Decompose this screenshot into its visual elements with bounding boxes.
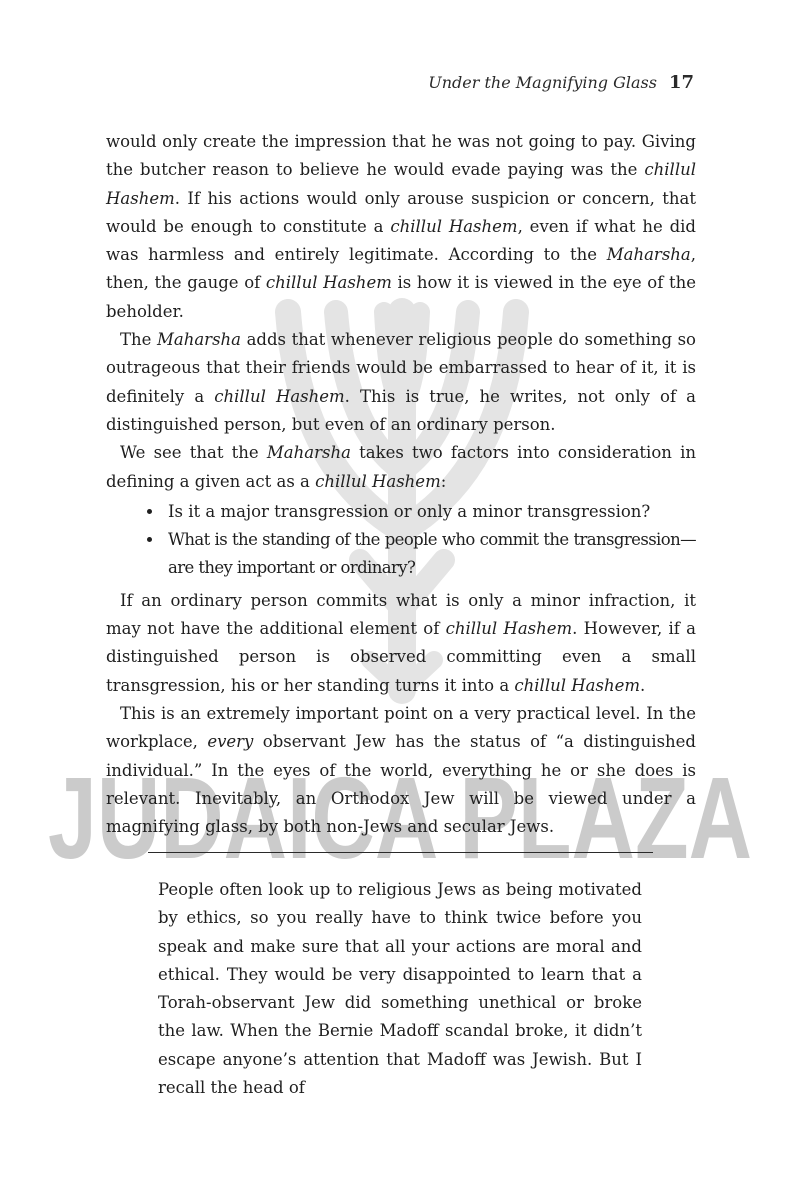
text-run: This is an extremely important point on a very practical level. In the workplace, — [106, 703, 696, 752]
text-run: observant Jew has the status of “a distinguished individual.” In the eyes of the world, everything he or she does is relevant. Inevitably, an Orthodox Jew will be viewed under a magnifying glass, by both non-Jews and secular Jews. — [106, 732, 696, 837]
text-run: takes two factors into consideration in defining a given act as a — [106, 443, 696, 491]
text-run: The — [120, 330, 157, 350]
bullet-list — [106, 498, 696, 583]
text-run: . This is true, he writes, not only of a distinguished person, but even of an ordinary person. — [106, 386, 696, 434]
text-run: , then, the gauge of — [106, 245, 696, 293]
text-run: . If his actions would only arouse suspicion or concern, that would be enough to constitute a — [106, 188, 696, 236]
text-run: adds that whenever religious people do something so outrageous that their friends would be embarrassed to hear of it, it is definitely a — [106, 330, 696, 406]
text-run: is how it is viewed in the eye of the beholder. — [106, 273, 696, 321]
list-item: • What is the standing of the people who commit the transgression—are they important or ordinary? — [164, 526, 696, 583]
quote-text: People often look up to religious Jews as being motivated by ethics, so you really have to think twice before you speak and make sure that all your actions are moral and ethical. They would be very disappointed to learn that a Torah-observant Jew did something unethical or broke the law. When the Bernie Madoff scandal broke, it didn’t escape anyone’s attention that Madoff was Jewish. But I recall the head of — [158, 880, 642, 1098]
text-run: : — [440, 471, 447, 491]
text-run: would only create the impression that he was not going to pay. Giving the butcher reason to believe he would evade paying was the — [106, 132, 696, 180]
running-title: Under the Magnifying Glass — [428, 73, 657, 92]
emphasis: chillul Hashem — [106, 160, 696, 208]
emphasis: Maharsha — [606, 245, 691, 265]
running-head — [428, 72, 694, 93]
emphasis: every — [207, 732, 254, 752]
emphasis: Maharsha — [156, 330, 241, 350]
emphasis: Maharsha — [266, 443, 351, 463]
list-item: • Is it a major transgression or only a minor transgression? — [164, 498, 696, 526]
emphasis: chillul Hashem — [214, 386, 345, 406]
emphasis: chillul Hashem — [315, 471, 441, 491]
paragraph-3 — [106, 439, 696, 496]
emphasis: chillul Hashem — [514, 675, 640, 695]
page-number: 17 — [668, 72, 694, 93]
text-run: We see that the — [120, 443, 267, 463]
block-quote — [158, 876, 642, 1102]
emphasis: chillul Hashem — [390, 216, 518, 236]
text-run: . However, if a distinguished person is observed committing even a small transgression, his or her standing turns it into a — [106, 619, 696, 695]
text-run: If an ordinary person commits what is only a minor infraction, it may not have the additional element of — [106, 590, 696, 639]
paragraph-4 — [106, 587, 696, 700]
paragraph-1 — [106, 128, 696, 326]
section-divider — [148, 852, 653, 853]
watermark-text: JUDAICA PLAZA — [48, 753, 752, 883]
body-text — [106, 128, 696, 841]
text-run: , even if what he did was harmless and entirely legitimate. According to the — [106, 216, 696, 265]
text-run: . — [640, 675, 646, 695]
emphasis: chillul Hashem — [445, 619, 573, 639]
paragraph-5 — [106, 700, 696, 841]
paragraph-2 — [106, 326, 696, 439]
emphasis: chillul Hashem — [265, 273, 392, 293]
